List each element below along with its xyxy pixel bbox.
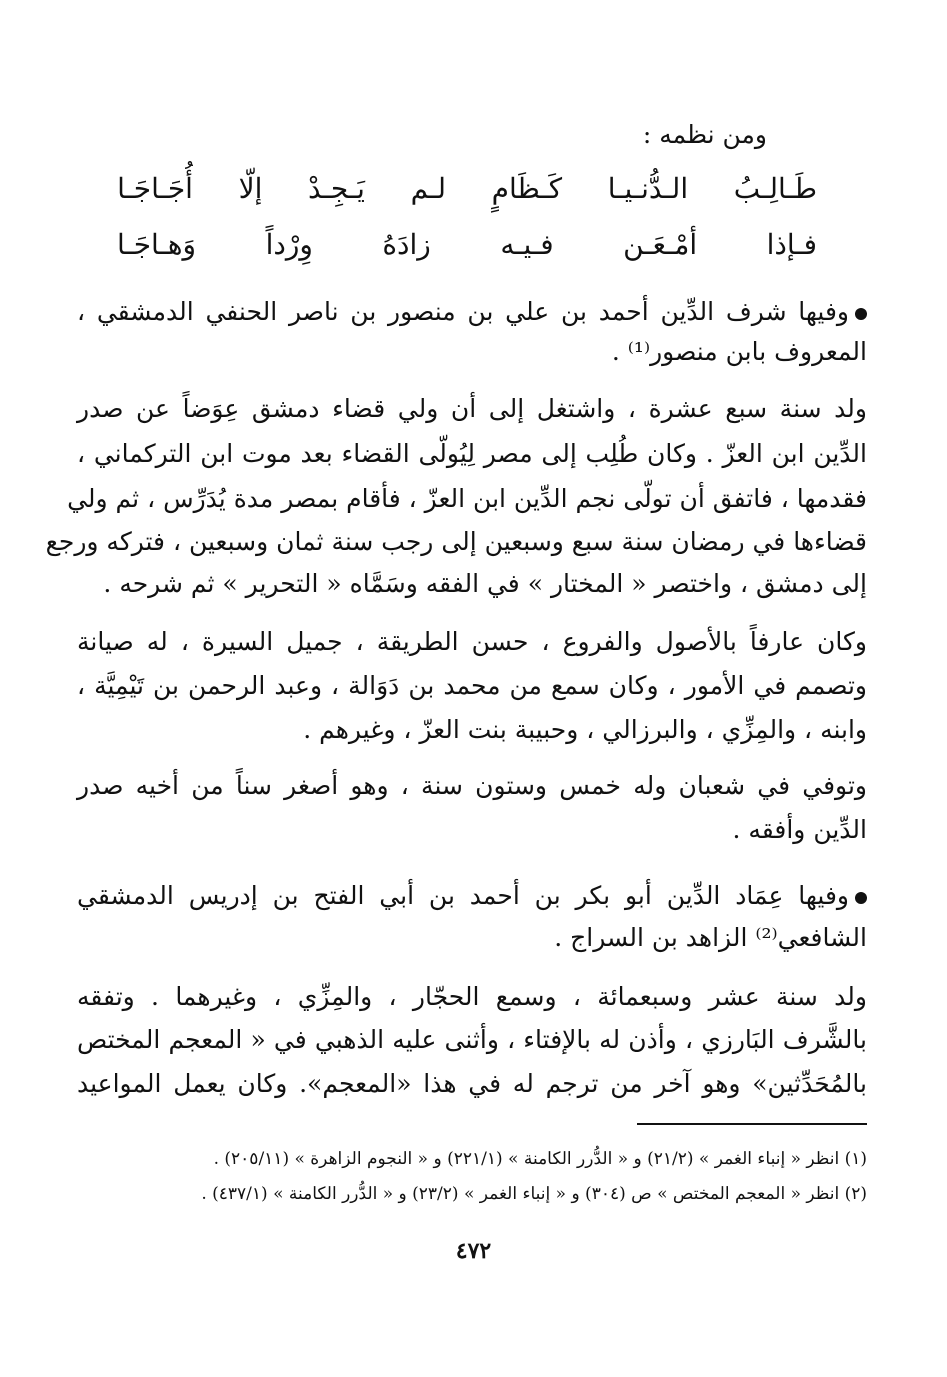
verse-word: زادَهُ — [382, 227, 431, 261]
bullet-icon — [855, 308, 867, 320]
footnote: (١) انظر « إنباء الغمر » (٢١/٢) و « الدُّرر الكامنة » (٢٢١/١) و « النجوم الزاهرة » (٢٠٥/١١) . — [213, 1149, 867, 1169]
text-line: إلى دمشق ، واختصر « المختار » في الفقه وسَمَّاه « التحرير » ثم شرحه . — [103, 569, 867, 598]
text-line: فقدمها ، فاتفق أن تولّى نجم الدِّين ابن العزّ ، فأقام بمصر مدة يُدَرِّس ، ثم ولي — [67, 484, 867, 513]
text-line: بالشَّرف البَارزي ، وأذن له بالإفتاء ، وأثنى عليه الذهبي في « المعجم المختص — [77, 1025, 867, 1054]
verse-word: يَـجِـدْ — [308, 171, 365, 205]
text-line: قضاءها في رمضان سنة سبع وسبعين إلى رجب سنة ثمان وسبعين ، فتركه ورجع — [45, 527, 867, 556]
text-line: ولد سنة عشر وسبعمائة ، وسمع الحجّار ، والمِزِّي ، وغيرهما . وتفقه — [77, 982, 867, 1011]
text-line: وكان عارفاً بالأصول والفروع ، حسن الطريقة ، جميل السيرة ، له صيانة — [77, 627, 867, 656]
poem-intro: ومن نظمه : — [642, 120, 767, 149]
verse-word: أمْـعَـن — [623, 227, 698, 261]
verse-word: أُجَـاجَـا — [117, 171, 193, 205]
verse-word: الـدُّنـيـا — [607, 171, 689, 205]
poem-verse-2 — [117, 222, 817, 266]
text-line: وتصمم في الأمور ، وكان سمع من محمد بن دَوَالة ، وعبد الرحمن بن تَيْمِيَّة ، — [77, 671, 867, 700]
footnote-divider — [637, 1123, 867, 1125]
verse-word: وِرْداً — [265, 227, 313, 261]
text-line: الدِّين وأفقه . — [732, 815, 867, 844]
text-line: بالمُحَدِّثين» وهو آخر من ترجم له في هذا «المعجم». وكان يعمل المواعيد — [77, 1069, 867, 1098]
verse-word: كَـظَامٍ — [491, 171, 563, 205]
verse-word: وَهـاجَـا — [117, 227, 197, 261]
text-line: الدِّين ابن العزّ . وكان طُلِب إلى مصر لِيُولّى القضاء بعد موت ابن التركماني ، — [77, 439, 867, 468]
bullet-icon — [855, 892, 867, 904]
text-line: الشافعي⁽²⁾ الزاهد بن السراج . — [554, 923, 867, 952]
text-line: المعروف بابن منصور⁽¹⁾ . — [611, 337, 867, 366]
text-line: وابنه ، والمِزِّي ، والبرزالي ، وحبيبة بنت العزّ ، وغيرهم . — [303, 715, 867, 744]
verse-word: إلّا — [238, 171, 263, 205]
verse-word: فـإذا — [766, 227, 817, 261]
verse-word: فـيـه — [500, 227, 554, 261]
verse-word: لـم — [410, 171, 447, 205]
text-line: وفيها عِمَاد الدِّين أبو بكر بن أحمد بن أبي الفتح بن إدريس الدمشقي — [77, 876, 867, 916]
verse-word: طَـالِـبُ — [733, 171, 817, 205]
footnote: (٢) انظر « المعجم المختص » ص (٣٠٤) و « إنباء الغمر » (٢٣/٢) و « الدُّرر الكامنة » (٤٣٧/١) . — [201, 1184, 867, 1204]
text-line: ولد سنة سبع عشرة ، واشتغل إلى أن ولي قضاء دمشق عِوَضاً عن صدر — [77, 394, 867, 423]
text-line: وفيها شرف الدِّين أحمد بن علي بن منصور بن ناصر الحنفي الدمشقي ، — [77, 292, 867, 332]
poem-verse-1 — [117, 166, 817, 210]
page-number: ٤٧٢ — [455, 1238, 492, 1264]
text-line: وتوفي في شعبان وله خمس وستون سنة ، وهو أصغر سناً من أخيه صدر — [77, 771, 867, 800]
